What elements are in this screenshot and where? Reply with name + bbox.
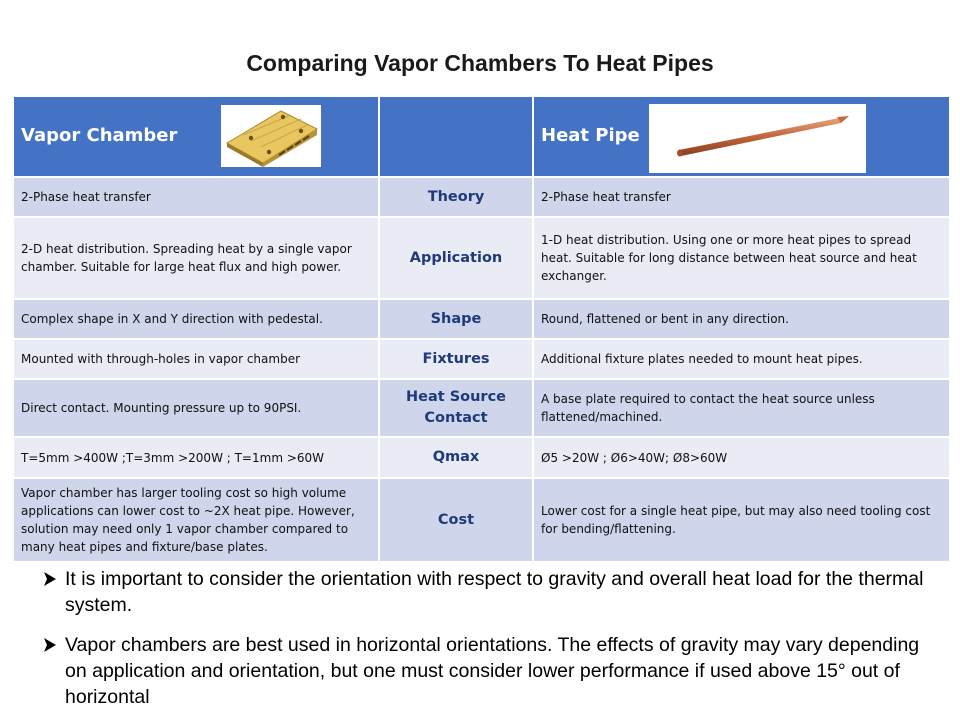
table-row: [13, 299, 950, 339]
heat-pipe-cell: Ø5 >20W ; Ø6>40W; Ø8>60W: [533, 437, 950, 478]
attribute-cell: Qmax: [379, 437, 533, 478]
heat-pipe-cell: 1-D heat distribution. Using one or more heat pipes to spread heat. Suitable for long distance between heat source and heat exchanger.: [533, 217, 950, 299]
page-title: Comparing Vapor Chambers To Heat Pipes: [246, 50, 714, 76]
attribute-cell: Theory: [379, 177, 533, 217]
bullet-list: [44, 566, 944, 710]
heat-pipe-cell: Round, flattened or bent in any direction.: [533, 299, 950, 339]
attribute-cell: Shape: [379, 299, 533, 339]
table-row: [13, 339, 950, 379]
heat-pipe-cell: Lower cost for a single heat pipe, but may also need tooling cost for bending/flattening.: [533, 478, 950, 562]
vapor-chamber-cell: 2-D heat distribution. Spreading heat by a single vapor chamber. Suitable for large heat flux and high power.: [13, 217, 379, 299]
heat-pipe-cell: A base plate required to contact the heat source unless flattened/machined.: [533, 379, 950, 437]
vapor-chamber-cell: Direct contact. Mounting pressure up to 90PSI.: [13, 379, 379, 437]
vapor-chamber-cell: 2-Phase heat transfer: [13, 177, 379, 217]
heat-pipe-cell: Additional fixture plates needed to mount heat pipes.: [533, 339, 950, 379]
heat-pipe-image: [649, 104, 866, 173]
vapor-chamber-cell: Vapor chamber has larger tooling cost so high volume applications can lower cost to ~2X heat pipe. However, solution may need only 1 vapor chamber compared to many heat pipes and fixture/base plates.: [13, 478, 379, 562]
table-header-row: [13, 96, 950, 177]
heat-pipe-cell: 2-Phase heat transfer: [533, 177, 950, 217]
vapor-chamber-cell: Mounted with through-holes in vapor chamber: [13, 339, 379, 379]
header-vapor-chamber-label: Vapor Chamber: [21, 125, 178, 146]
comparison-table: [12, 95, 951, 563]
vapor-chamber-cell: Complex shape in X and Y direction with pedestal.: [13, 299, 379, 339]
header-cell-attribute: [379, 96, 533, 177]
table-row: [13, 478, 950, 562]
table-row: [13, 177, 950, 217]
header-cell-vapor-chamber: [13, 96, 379, 177]
arrow-bullet-icon: [44, 572, 56, 586]
table-row: [13, 379, 950, 437]
bullet-item: [44, 632, 944, 710]
bullet-item: [44, 566, 944, 618]
attribute-cell: Cost: [379, 478, 533, 562]
header-cell-heat-pipe: [533, 96, 950, 177]
table-row: [13, 217, 950, 299]
vapor-chamber-image: [221, 105, 321, 167]
table-row: [13, 437, 950, 478]
attribute-cell: Fixtures: [379, 339, 533, 379]
vapor-chamber-cell: T=5mm >400W ;T=3mm >200W ; T=1mm >60W: [13, 437, 379, 478]
attribute-cell: Application: [379, 217, 533, 299]
arrow-bullet-icon: [44, 638, 56, 652]
bullet-text: Vapor chambers are best used in horizontal orientations. The effects of gravity may vary depending on application and orientation, but one must consider lower performance if used above 15° out of horizontal: [65, 634, 920, 708]
bullet-text: It is important to consider the orientation with respect to gravity and overall heat load for the thermal system.: [65, 568, 924, 616]
attribute-cell: Heat Source Contact: [379, 379, 533, 437]
header-heat-pipe-label: Heat Pipe: [541, 125, 640, 146]
